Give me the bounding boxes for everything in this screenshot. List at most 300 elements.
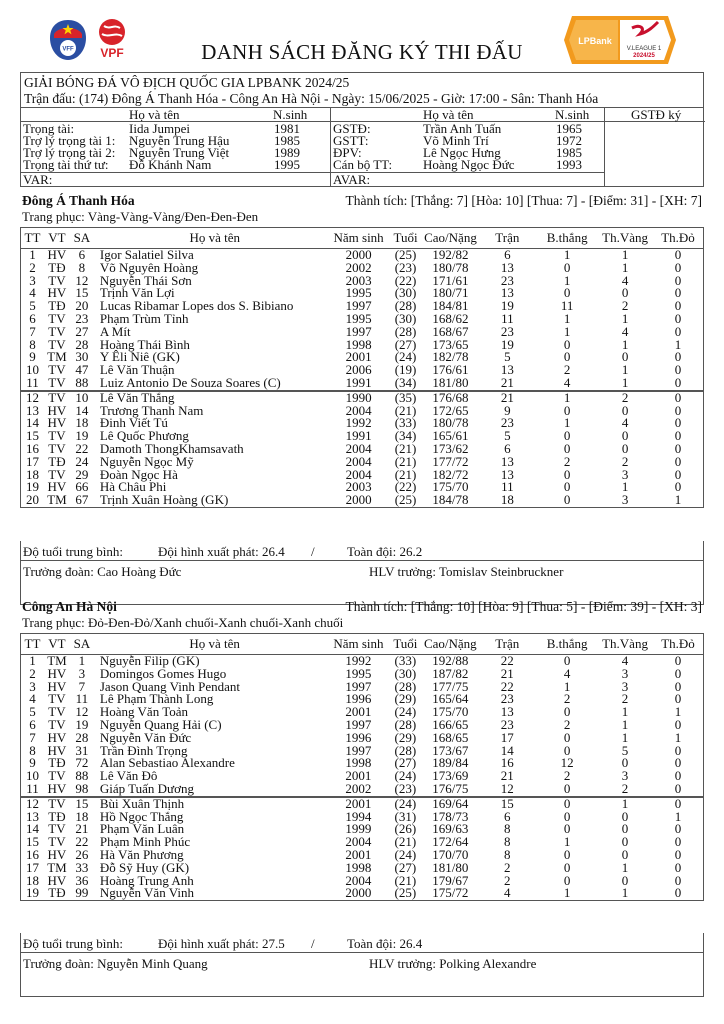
official-role: Trợ lý trọng tài 2: [23, 145, 116, 160]
player-position: TV [48, 272, 66, 288]
player-yellow-cards: 4 [621, 323, 629, 339]
player-matches: 14 [500, 742, 514, 758]
team-2-player-rows [21, 655, 703, 901]
player-matches: 11 [501, 310, 514, 326]
player-position: TV [48, 716, 66, 732]
player-position: HV [47, 729, 67, 745]
player-yellow-cards: 1 [597, 797, 653, 811]
player-height-weight: 172/65 [432, 402, 469, 418]
player-name: Lê Văn Thuận [99, 362, 175, 378]
player-red-cards: 0 [674, 466, 682, 482]
player-red-cards: 0 [674, 349, 682, 365]
col-goals: B.thắng [537, 634, 597, 655]
player-birth-year: 2000 [345, 492, 372, 508]
player-age: (28) [394, 742, 417, 758]
player-number: 15 [70, 797, 94, 811]
table-row [21, 377, 703, 391]
player-red-cards: 0 [674, 821, 682, 837]
player-name: Hoàng Trung Anh [99, 872, 194, 888]
player-position: TĐ [48, 885, 66, 901]
player-red-cards: 0 [674, 374, 682, 390]
player-yellow-cards: 1 [621, 885, 629, 901]
player-position: TV [48, 834, 66, 850]
player-age: (21) [394, 872, 417, 888]
team-2-stats: Thành tích: [Thắng: 10] [Hòa: 9] [Thua: 5] - [Điểm: 39] - [XH: 3] [345, 599, 702, 614]
avg-age-separator: / [311, 936, 315, 951]
team-1-stats: Thành tích: [Thắng: 7] [Hòa: 10] [Thua: 7] - [Điểm: 31] - [XH: 7] [345, 193, 702, 208]
player-red-cards: 0 [674, 691, 682, 707]
player-number: 3 [78, 665, 86, 681]
player-name: Nguyễn Quang Hải (C) [99, 716, 222, 732]
player-matches: 2 [503, 872, 511, 888]
player-number: 28 [75, 336, 89, 352]
player-name: Trịnh Văn Lợi [99, 285, 175, 301]
player-number: 22 [75, 440, 89, 456]
player-goals: 0 [563, 428, 571, 444]
player-order: 12 [21, 797, 44, 811]
player-number: 20 [75, 298, 89, 314]
player-order: 7 [29, 323, 36, 339]
player-yellow-cards: 1 [621, 362, 629, 378]
col-sa: SA [70, 634, 94, 655]
player-position: TV [48, 691, 66, 707]
player-age: (21) [394, 466, 417, 482]
player-age: (25) [394, 247, 417, 262]
player-matches: 5 [504, 428, 511, 444]
player-birth-year: 1992 [345, 415, 372, 431]
player-age: (25) [394, 492, 417, 508]
player-height-weight: 182/78 [432, 349, 469, 365]
player-name: Đoàn Ngọc Hà [99, 466, 178, 482]
player-yellow-cards: 0 [621, 846, 629, 862]
official-year: 1985 [274, 133, 300, 148]
player-number: 99 [75, 885, 89, 901]
player-number: 36 [75, 872, 89, 888]
official-year: 1989 [274, 145, 300, 160]
player-order: 19 [25, 479, 39, 495]
player-birth-year: 2002 [345, 259, 372, 275]
col-vt: VT [44, 634, 70, 655]
official-role: Trọng tài thứ tư: [23, 157, 109, 172]
player-goals: 12 [560, 755, 574, 771]
player-order: 6 [29, 310, 36, 326]
team-2-roster-table [20, 633, 704, 901]
player-age: (28) [394, 678, 417, 694]
player-position: TV [48, 323, 66, 339]
player-height-weight: 173/67 [432, 742, 469, 758]
player-number: 18 [75, 808, 89, 824]
player-yellow-cards: 3 [621, 768, 629, 784]
player-name: Hoàng Văn Toản [99, 704, 189, 720]
player-birth-year: 2004 [345, 872, 372, 888]
player-order: 10 [25, 362, 39, 378]
player-height-weight: 168/65 [432, 729, 469, 745]
col-height-weight: Cao/Nặng [423, 228, 477, 249]
player-age: (27) [394, 336, 417, 352]
player-yellow-cards: 5 [621, 742, 629, 758]
player-position: TM [47, 859, 67, 875]
player-birth-year: 1996 [345, 729, 372, 745]
player-position: HV [47, 780, 67, 796]
player-red-cards: 0 [653, 391, 703, 405]
player-matches: 19 [500, 298, 514, 314]
player-height-weight: 165/64 [432, 691, 469, 707]
player-matches: 13 [500, 362, 514, 378]
player-goals: 0 [563, 729, 571, 745]
official-year: 1993 [556, 157, 582, 172]
player-name: Võ Nguyên Hoàng [99, 259, 199, 275]
player-order: 17 [25, 859, 39, 875]
player-order: 3 [29, 272, 36, 288]
table-row [21, 783, 703, 797]
player-number: 19 [75, 716, 89, 732]
player-goals: 1 [563, 834, 571, 850]
player-birth-year: 2004 [345, 440, 372, 456]
player-red-cards: 0 [653, 797, 703, 811]
player-yellow-cards: 0 [621, 808, 629, 824]
player-goals: 0 [563, 653, 571, 668]
official-year: 1995 [274, 157, 300, 172]
player-name: Trương Thanh Nam [99, 402, 204, 418]
player-number: 19 [75, 428, 89, 444]
player-red-cards: 0 [674, 272, 682, 288]
player-yellow-cards: 0 [621, 834, 629, 850]
player-birth-year: 1992 [345, 653, 372, 668]
col-tt: TT [21, 634, 44, 655]
player-goals: 2 [563, 691, 571, 707]
avg-age-starting: Đội hình xuất phát: 27.5 [158, 936, 285, 951]
player-order: 19 [25, 885, 39, 901]
player-matches: 2 [503, 859, 511, 875]
official-name: Trần Anh Tuấn [423, 121, 502, 136]
player-red-cards: 0 [674, 259, 682, 275]
player-red-cards: 0 [674, 440, 682, 456]
player-age: (22) [394, 479, 417, 495]
player-number: 23 [75, 310, 89, 326]
player-position: HV [47, 247, 67, 262]
col-name: Họ và tên [94, 634, 330, 655]
player-order: 16 [25, 440, 39, 456]
player-name: Nguyễn Văn Vinh [99, 885, 194, 901]
avg-age-all: Toàn đội: 26.4 [347, 936, 423, 951]
player-name: Nguyễn Filip (GK) [99, 653, 200, 668]
player-height-weight: 184/81 [432, 298, 469, 314]
player-height-weight: 180/78 [432, 415, 469, 431]
player-age: (33) [394, 653, 417, 668]
player-birth-year: 1997 [345, 716, 372, 732]
official-name: Võ Minh Trí [423, 133, 489, 148]
player-red-cards: 0 [674, 402, 682, 418]
player-position: TV [44, 391, 70, 405]
avg-age-separator: / [311, 544, 315, 559]
player-height-weight: 175/70 [432, 704, 469, 720]
player-height-weight: 180/71 [432, 285, 469, 301]
player-yellow-cards: 1 [621, 704, 629, 720]
col-yellow: Th.Vàng [597, 228, 653, 249]
player-order: 13 [25, 808, 39, 824]
player-birth-year: 1991 [345, 428, 372, 444]
player-yellow-cards: 0 [621, 285, 629, 301]
player-goals: 1 [563, 415, 571, 431]
team-1-average-age [20, 541, 704, 561]
player-age: (27) [394, 859, 417, 875]
svg-text:VFF: VFF [62, 46, 74, 53]
player-order: 20 [25, 492, 39, 508]
player-red-cards: 0 [674, 665, 682, 681]
team-2-name: Công An Hà Nội [22, 599, 117, 614]
player-yellow-cards: 0 [621, 872, 629, 888]
player-position: TV [48, 768, 66, 784]
official-name: Hoàng Ngọc Đức [423, 157, 515, 172]
player-number: 26 [75, 846, 89, 862]
player-matches: 11 [501, 479, 514, 495]
player-matches: 21 [500, 374, 514, 390]
player-position: TV [44, 797, 70, 811]
official-role: ĐPV: [333, 145, 362, 160]
player-birth-year: 1995 [345, 310, 372, 326]
player-height-weight: 173/65 [432, 336, 469, 352]
player-height-weight: 170/70 [432, 846, 469, 862]
col-vt: VT [44, 228, 70, 249]
player-goals: 1 [563, 272, 571, 288]
player-order: 13 [25, 402, 39, 418]
player-order: 2 [29, 665, 36, 681]
team-manager: Trưởng đoàn: Cao Hoàng Đức [23, 564, 182, 579]
match-info-box [20, 72, 704, 108]
player-red-cards: 0 [674, 755, 682, 771]
player-birth-year: 1998 [345, 859, 372, 875]
official-name: Nguyễn Trung Hậu [129, 133, 230, 148]
player-birth-year: 1994 [345, 808, 372, 824]
player-matches: 17 [500, 729, 514, 745]
player-birth-year: 1997 [345, 298, 372, 314]
player-red-cards: 1 [674, 808, 682, 824]
player-red-cards: 0 [674, 415, 682, 431]
player-yellow-cards: 2 [621, 298, 629, 314]
player-position: TĐ [48, 453, 66, 469]
player-number: 88 [75, 768, 89, 784]
player-age: (28) [394, 298, 417, 314]
player-goals: 2 [563, 768, 571, 784]
player-goals: 0 [563, 780, 571, 796]
player-order: 4 [29, 285, 36, 301]
col-matches: Trận [477, 634, 537, 655]
player-position: TM [47, 653, 67, 668]
player-name: Nguyễn Thái Sơn [99, 272, 192, 288]
player-birth-year: 2004 [345, 466, 372, 482]
col-name: Họ và tên [94, 228, 330, 249]
player-red-cards: 1 [674, 704, 682, 720]
player-height-weight: 169/64 [423, 797, 477, 811]
player-height-weight: 182/72 [432, 466, 469, 482]
player-height-weight: 178/73 [432, 808, 469, 824]
player-matches: 23 [500, 272, 514, 288]
player-matches: 22 [500, 653, 514, 668]
player-birth-year: 2004 [345, 402, 372, 418]
player-matches: 6 [504, 440, 511, 456]
player-matches: 23 [500, 691, 514, 707]
player-goals: 1 [537, 391, 597, 405]
player-name: Alan Sebastiao Alexandre [99, 755, 235, 771]
player-goals: 0 [563, 466, 571, 482]
player-matches: 23 [500, 716, 514, 732]
player-yellow-cards: 0 [621, 821, 629, 837]
player-number: 88 [75, 374, 89, 390]
player-birth-year: 2001 [345, 349, 372, 365]
player-order: 14 [25, 821, 39, 837]
player-order: 4 [29, 691, 36, 707]
player-number: 28 [75, 729, 89, 745]
col-tt: TT [21, 228, 44, 249]
player-number: 8 [78, 259, 86, 275]
player-number: 98 [75, 780, 89, 796]
player-name: Hồ Ngọc Thắng [99, 808, 184, 824]
player-matches: 21 [500, 665, 514, 681]
player-red-cards: 0 [674, 846, 682, 862]
player-yellow-cards: 1 [621, 859, 629, 875]
player-height-weight: 172/64 [432, 834, 469, 850]
head-coach: HLV trưởng: Tomislav Steinbruckner [369, 564, 564, 579]
player-order: 3 [29, 678, 36, 694]
player-name: Trần Đình Trọng [99, 742, 188, 758]
player-goals: 0 [537, 797, 597, 811]
player-birth-year: 2001 [329, 797, 387, 811]
player-birth-year: 1997 [345, 678, 372, 694]
player-matches: 23 [500, 415, 514, 431]
player-position: TV [48, 704, 66, 720]
player-height-weight: 192/82 [432, 247, 469, 262]
svg-text:LPBank: LPBank [578, 36, 612, 46]
player-order: 9 [29, 349, 36, 365]
player-height-weight: 176/75 [432, 780, 469, 796]
player-red-cards: 0 [674, 834, 682, 850]
player-height-weight: 169/63 [432, 821, 469, 837]
player-goals: 0 [563, 479, 571, 495]
player-height-weight: 168/62 [432, 310, 469, 326]
player-goals: 11 [560, 298, 574, 314]
official-name: Iida Jumpei [129, 121, 191, 136]
player-name: Giáp Tuấn Dương [99, 780, 194, 796]
player-birth-year: 2006 [345, 362, 372, 378]
player-age: (29) [394, 729, 417, 745]
officials-header-name-right: Họ và tên [423, 107, 474, 122]
player-matches: 8 [503, 834, 511, 850]
player-name: Phạm Văn Luân [99, 821, 185, 837]
player-height-weight: 192/88 [432, 653, 469, 668]
official-year: 1985 [556, 145, 582, 160]
player-yellow-cards: 4 [621, 653, 629, 668]
player-yellow-cards: 1 [621, 247, 629, 262]
avg-age-label: Độ tuổi trung bình: [23, 544, 124, 559]
player-goals: 0 [563, 492, 571, 508]
player-age: (22) [394, 272, 417, 288]
player-number: 47 [75, 362, 89, 378]
player-position: TV [48, 362, 66, 378]
player-matches: 21 [477, 391, 537, 405]
player-number: 72 [75, 755, 89, 771]
player-goals: 0 [563, 742, 571, 758]
player-goals: 2 [563, 362, 571, 378]
player-goals: 0 [563, 859, 571, 875]
player-name: Jason Quang Vinh Pendant [99, 678, 241, 694]
player-age: (29) [394, 691, 417, 707]
player-red-cards: 0 [674, 298, 682, 314]
player-name: Lê Phạm Thành Long [99, 691, 214, 707]
col-age: Tuổi [387, 634, 423, 655]
player-yellow-cards: 0 [621, 440, 629, 456]
player-matches: 4 [503, 885, 511, 901]
player-number: 33 [75, 859, 89, 875]
player-matches: 13 [500, 259, 514, 275]
player-red-cards: 0 [674, 479, 682, 495]
avg-age-all: Toàn đội: 26.2 [347, 544, 423, 559]
svg-text:V.LEAGUE 1: V.LEAGUE 1 [626, 46, 662, 52]
player-position: TĐ [48, 259, 66, 275]
player-order: 11 [26, 780, 39, 796]
player-position: TV [48, 374, 66, 390]
col-red: Th.Đỏ [653, 228, 703, 249]
player-position: TM [47, 492, 67, 508]
player-name: Nguyễn Ngọc Mỹ [99, 453, 194, 469]
player-order: 15 [25, 428, 39, 444]
team-2-average-age [20, 933, 704, 953]
player-birth-year: 1998 [345, 755, 372, 771]
player-goals: 0 [563, 846, 571, 862]
player-height-weight: 175/70 [432, 479, 469, 495]
player-red-cards: 1 [674, 492, 682, 508]
player-goals: 0 [563, 821, 571, 837]
player-matches: 23 [500, 323, 514, 339]
player-matches: 6 [503, 808, 511, 824]
officials-header-year-right: N.sinh [555, 107, 590, 122]
official-name: Nguyễn Trung Việt [129, 145, 230, 160]
player-number: 7 [78, 678, 86, 694]
player-age: (30) [394, 285, 417, 301]
match-details: Trận đấu: (174) Đông Á Thanh Hóa - Công An Hà Nội - Ngày: 15/06/2025 - Giờ: 17:00 - Sân: Thanh Hóa [24, 91, 599, 106]
player-red-cards: 0 [674, 716, 682, 732]
col-height-weight: Cao/Nặng [423, 634, 477, 655]
player-number: 14 [75, 402, 89, 418]
player-height-weight: 181/80 [432, 859, 469, 875]
player-goals: 0 [563, 808, 571, 824]
player-order: 5 [29, 704, 36, 720]
player-position: TĐ [48, 755, 66, 771]
player-position: TV [48, 310, 66, 326]
player-position: TĐ [48, 298, 66, 314]
player-order: 8 [29, 336, 36, 352]
player-matches: 15 [477, 797, 537, 811]
player-age: (34) [394, 374, 417, 390]
player-name: Y Êli Niê (GK) [99, 349, 180, 365]
roster-header-row [21, 228, 703, 249]
player-height-weight: 166/65 [432, 716, 469, 732]
team-2-staff [20, 953, 704, 997]
head-coach: HLV trưởng: Polking Alexandre [369, 956, 537, 971]
player-yellow-cards: 3 [621, 466, 629, 482]
player-order: 18 [25, 872, 39, 888]
player-age: (28) [394, 716, 417, 732]
player-height-weight: 189/84 [432, 755, 469, 771]
avg-age-label: Độ tuổi trung bình: [23, 936, 124, 951]
player-birth-year: 1995 [345, 665, 372, 681]
player-goals: 0 [563, 349, 571, 365]
player-birth-year: 2001 [345, 768, 372, 784]
player-yellow-cards: 0 [621, 755, 629, 771]
player-height-weight: 187/82 [432, 665, 469, 681]
player-age: (24) [394, 704, 417, 720]
team-1-name: Đông Á Thanh Hóa [22, 193, 135, 208]
col-year: Năm sinh [329, 634, 387, 655]
